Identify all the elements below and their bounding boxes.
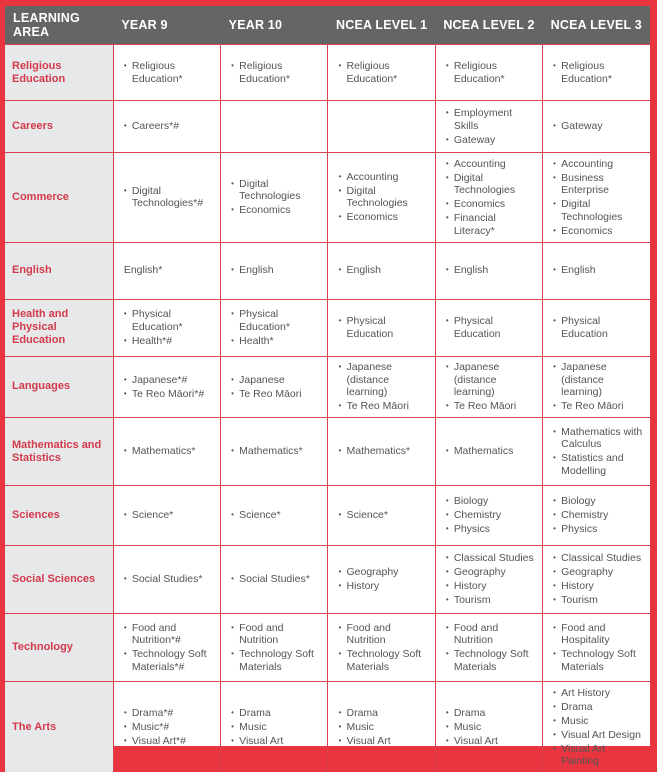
subject-cell (543, 299, 650, 356)
subject-item: • Chemistry (446, 509, 536, 522)
subject-item: • Economics (338, 211, 428, 224)
subject-cell (328, 614, 435, 682)
subject-item: • Music*# (124, 721, 214, 734)
learning-area-label: Mathematics and Statistics (5, 418, 113, 486)
subject-cell (221, 682, 328, 772)
subject-cell (543, 101, 650, 153)
subject-item: • Te Reo Māori (446, 400, 536, 413)
subject-item: • Physical Education* (124, 308, 214, 333)
subject-cell (543, 682, 650, 772)
subject-list (231, 445, 321, 458)
table-row (5, 546, 650, 614)
subject-cell (221, 45, 328, 101)
subject-cell (113, 101, 220, 153)
subject-item: • Geography (338, 566, 428, 579)
subject-list (446, 361, 536, 413)
subject-item: • Religious Education* (124, 60, 214, 85)
subject-item: • Physical Education (553, 315, 644, 340)
subject-cell (543, 418, 650, 486)
header-year-10: YEAR 10 (221, 6, 328, 45)
subject-list (338, 315, 428, 340)
subject-cell (113, 486, 220, 546)
subject-item: • Te Reo Māori*# (124, 388, 214, 401)
learning-area-label: Sciences (5, 486, 113, 546)
subject-item: • Classical Studies (446, 552, 536, 565)
subject-cell (221, 101, 328, 153)
subject-list (338, 445, 428, 458)
subject-item: • Mathematics* (338, 445, 428, 458)
subject-item: • Technology Soft Materials (338, 648, 428, 673)
subject-item: • Biology (553, 495, 644, 508)
subject-item: • Drama (553, 701, 644, 714)
subject-cell (435, 242, 542, 299)
subject-item: • Drama (338, 707, 428, 720)
subject-item: • Religious Education* (446, 60, 536, 85)
subject-item: • Religious Education* (231, 60, 321, 85)
subject-item: • History (338, 580, 428, 593)
subject-item: • Physical Education (446, 315, 536, 340)
subject-item: • Accounting (553, 158, 644, 171)
subject-item: • Technology Soft Materials (553, 648, 644, 673)
subject-list (446, 552, 536, 607)
subject-cell (113, 418, 220, 486)
subject-item: • Food and Nutrition (231, 622, 321, 647)
subject-item: • Technology Soft Materials (231, 648, 321, 673)
subject-list (446, 60, 536, 85)
subject-list (553, 552, 644, 607)
subject-cell (435, 101, 542, 153)
subject-cell (435, 614, 542, 682)
subject-list (553, 426, 644, 478)
subject-cell (328, 418, 435, 486)
subject-item: • Geography (553, 566, 644, 579)
subject-list (124, 509, 214, 522)
subject-item: • Japanese (231, 374, 321, 387)
subject-cell (113, 356, 220, 418)
subject-cell (113, 614, 220, 682)
subject-cell (221, 546, 328, 614)
subject-item: • Visual Art (338, 735, 428, 748)
subject-item: • Careers*# (124, 120, 214, 133)
table-row (5, 418, 650, 486)
subject-item: • Drama (231, 707, 321, 720)
subject-cell (328, 242, 435, 299)
subject-item: • Health* (231, 335, 321, 348)
subject-list (553, 158, 644, 238)
subject-list (231, 573, 321, 586)
subject-list (446, 707, 536, 748)
subject-cell (221, 614, 328, 682)
subject-list (446, 495, 536, 536)
subject-list (231, 264, 321, 277)
learning-area-label: Languages (5, 356, 113, 418)
subject-item: • Music (231, 721, 321, 734)
subject-item: • Digital Technologies (446, 172, 536, 197)
subject-item: • Te Reo Māori (553, 400, 644, 413)
subject-list (231, 374, 321, 401)
subject-item: • Music (553, 715, 644, 728)
subject-item: • Visual Art Design (553, 729, 644, 742)
subject-item: • Visual Art*# (124, 735, 214, 748)
subject-list (124, 707, 214, 748)
subject-cell (113, 45, 220, 101)
subject-list (124, 120, 214, 133)
subject-list (338, 707, 428, 748)
subject-item: • Japanese (distance learning) (446, 361, 536, 399)
subject-item: • Religious Education* (338, 60, 428, 85)
subject-item: • Economics (553, 225, 644, 238)
subject-list (446, 107, 536, 146)
subject-item: • Technology Soft Materials*# (124, 648, 214, 673)
subject-item: • Drama (446, 707, 536, 720)
subject-item: • Music (338, 721, 428, 734)
subject-item: • Science* (124, 509, 214, 522)
subject-item: • Music (446, 721, 536, 734)
subject-item: • Science* (231, 509, 321, 522)
header-ncea-level-2: NCEA LEVEL 2 (435, 6, 542, 45)
subject-item: • Japanese (distance learning) (553, 361, 644, 399)
subject-list (338, 264, 428, 277)
subject-cell (543, 546, 650, 614)
subject-item: • Employment Skills (446, 107, 536, 132)
learning-area-label: Religious Education (5, 45, 113, 101)
table-row (5, 299, 650, 356)
subject-cell (435, 356, 542, 418)
table-row (5, 242, 650, 299)
subject-list (553, 264, 644, 277)
header-ncea-level-3: NCEA LEVEL 3 (543, 6, 650, 45)
subject-item: • Japanese*# (124, 374, 214, 387)
subjects-table-frame (5, 6, 650, 746)
subject-list (553, 495, 644, 536)
subject-cell (328, 101, 435, 153)
subject-cell (543, 153, 650, 243)
subject-cell (221, 153, 328, 243)
table-row (5, 356, 650, 418)
subject-cell (221, 242, 328, 299)
subject-list (124, 573, 214, 586)
subject-item: • Tourism (553, 594, 644, 607)
subject-cell (221, 299, 328, 356)
subject-item: • Food and Hospitality (553, 622, 644, 647)
subject-list (338, 171, 428, 224)
subject-item: • Food and Nutrition (446, 622, 536, 647)
subject-item: • English (231, 264, 321, 277)
subject-item: • Business Enterprise (553, 172, 644, 197)
subject-item: • Japanese (distance learning) (338, 361, 428, 399)
subject-item: English* (124, 264, 214, 277)
subject-item: • Drama*# (124, 707, 214, 720)
subject-item: • Digital Technologies*# (124, 185, 214, 210)
subject-list (553, 315, 644, 340)
subject-item: • English (338, 264, 428, 277)
subject-list (338, 361, 428, 413)
subject-item: • Food and Nutrition*# (124, 622, 214, 647)
subject-list (446, 264, 536, 277)
subject-item: • Statistics and Modelling (553, 452, 644, 477)
subject-cell (328, 682, 435, 772)
subject-item: • Classical Studies (553, 552, 644, 565)
subject-item: • Religious Education* (553, 60, 644, 85)
subject-item: • Gateway (553, 120, 644, 133)
subject-cell (435, 546, 542, 614)
subject-item: • Physical Education (338, 315, 428, 340)
subject-list (446, 315, 536, 340)
subject-cell (221, 356, 328, 418)
subject-item: • Visual Art (231, 735, 321, 748)
subject-cell (328, 299, 435, 356)
table-row (5, 486, 650, 546)
subject-item: • History (446, 580, 536, 593)
subject-item: • Physical Education* (231, 308, 321, 333)
subject-item: • Digital Technologies (231, 178, 321, 203)
subject-item: • Health*# (124, 335, 214, 348)
subject-list (124, 622, 214, 674)
subject-item: • Geography (446, 566, 536, 579)
subject-list (124, 374, 214, 401)
learning-area-label: Social Sciences (5, 546, 113, 614)
subject-list (231, 178, 321, 217)
learning-area-label: Health and Physical Education (5, 299, 113, 356)
subject-item: • Te Reo Māori (338, 400, 428, 413)
subject-cell (113, 242, 220, 299)
subject-cell (113, 682, 220, 772)
subject-item: • Social Studies* (124, 573, 214, 586)
subject-item: • Science* (338, 509, 428, 522)
subject-item: • Accounting (338, 171, 428, 184)
subject-cell (543, 356, 650, 418)
subject-cell (328, 45, 435, 101)
subject-list (231, 622, 321, 674)
subject-cell (543, 486, 650, 546)
subject-item: • Visual Art Painting (553, 743, 644, 768)
subject-list (553, 622, 644, 674)
subject-list (338, 60, 428, 85)
subject-list (231, 509, 321, 522)
subject-list (124, 60, 214, 85)
subject-list (338, 509, 428, 522)
subject-cell (221, 486, 328, 546)
subject-item: • Technology Soft Materials (446, 648, 536, 673)
subject-item: • English (446, 264, 536, 277)
subject-item: • Chemistry (553, 509, 644, 522)
subject-item: • Digital Technologies (338, 185, 428, 210)
subjects-table (5, 6, 650, 772)
subject-item: • History (553, 580, 644, 593)
subject-cell (328, 153, 435, 243)
subject-item: • English (553, 264, 644, 277)
table-row (5, 101, 650, 153)
subject-item: • Physics (553, 523, 644, 536)
subject-item: • Food and Nutrition (338, 622, 428, 647)
subject-list (553, 687, 644, 768)
subject-cell (113, 299, 220, 356)
subject-item: • Visual Art (446, 735, 536, 748)
subject-list (446, 445, 536, 458)
subject-cell (221, 418, 328, 486)
subject-item: • Digital Technologies (553, 198, 644, 223)
subject-list (338, 566, 428, 593)
subject-item: • Mathematics with Calculus (553, 426, 644, 451)
subject-cell (435, 299, 542, 356)
learning-area-label: Careers (5, 101, 113, 153)
subject-item: • Gateway (446, 134, 536, 147)
subject-list (553, 120, 644, 133)
subject-cell (328, 356, 435, 418)
table-row (5, 45, 650, 101)
subject-item: • Mathematics* (231, 445, 321, 458)
header-ncea-level-1: NCEA LEVEL 1 (328, 6, 435, 45)
subject-cell (543, 242, 650, 299)
subject-cell (113, 153, 220, 243)
subject-cell (435, 486, 542, 546)
subject-cell (435, 153, 542, 243)
learning-area-label: Technology (5, 614, 113, 682)
subject-item: • Art History (553, 687, 644, 700)
subject-cell (328, 486, 435, 546)
subject-item: • Mathematics (446, 445, 536, 458)
subject-item: • Accounting (446, 158, 536, 171)
subject-item: • Financial Literacy* (446, 212, 536, 237)
table-row (5, 682, 650, 772)
subject-list (231, 308, 321, 347)
table-row (5, 153, 650, 243)
subject-list (124, 185, 214, 210)
subject-cell (435, 418, 542, 486)
header-learning-area: LEARNING AREA (5, 6, 113, 45)
subject-cell (435, 682, 542, 772)
subject-cell (113, 546, 220, 614)
subject-item: • Economics (231, 204, 321, 217)
subject-list (231, 60, 321, 85)
subject-cell (435, 45, 542, 101)
subject-item: • Social Studies* (231, 573, 321, 586)
table-body (5, 45, 650, 772)
subject-list (231, 707, 321, 748)
header-year-9: YEAR 9 (113, 6, 220, 45)
subject-list (446, 158, 536, 238)
subject-item: • Economics (446, 198, 536, 211)
subject-item: • Te Reo Māori (231, 388, 321, 401)
subject-list (124, 445, 214, 458)
subject-list (446, 622, 536, 674)
subject-list (124, 308, 214, 347)
subject-item: • Tourism (446, 594, 536, 607)
subject-list (553, 361, 644, 413)
subject-cell (543, 614, 650, 682)
learning-area-label: English (5, 242, 113, 299)
subject-list (553, 60, 644, 85)
subject-item: • Biology (446, 495, 536, 508)
table-row (5, 614, 650, 682)
subject-cell (543, 45, 650, 101)
learning-area-label: Commerce (5, 153, 113, 243)
subject-cell (328, 546, 435, 614)
subject-item: • Mathematics* (124, 445, 214, 458)
subject-list (124, 264, 214, 277)
header-row (5, 6, 650, 45)
learning-area-label: The Arts (5, 682, 113, 772)
subject-item: • Physics (446, 523, 536, 536)
subject-list (338, 622, 428, 674)
